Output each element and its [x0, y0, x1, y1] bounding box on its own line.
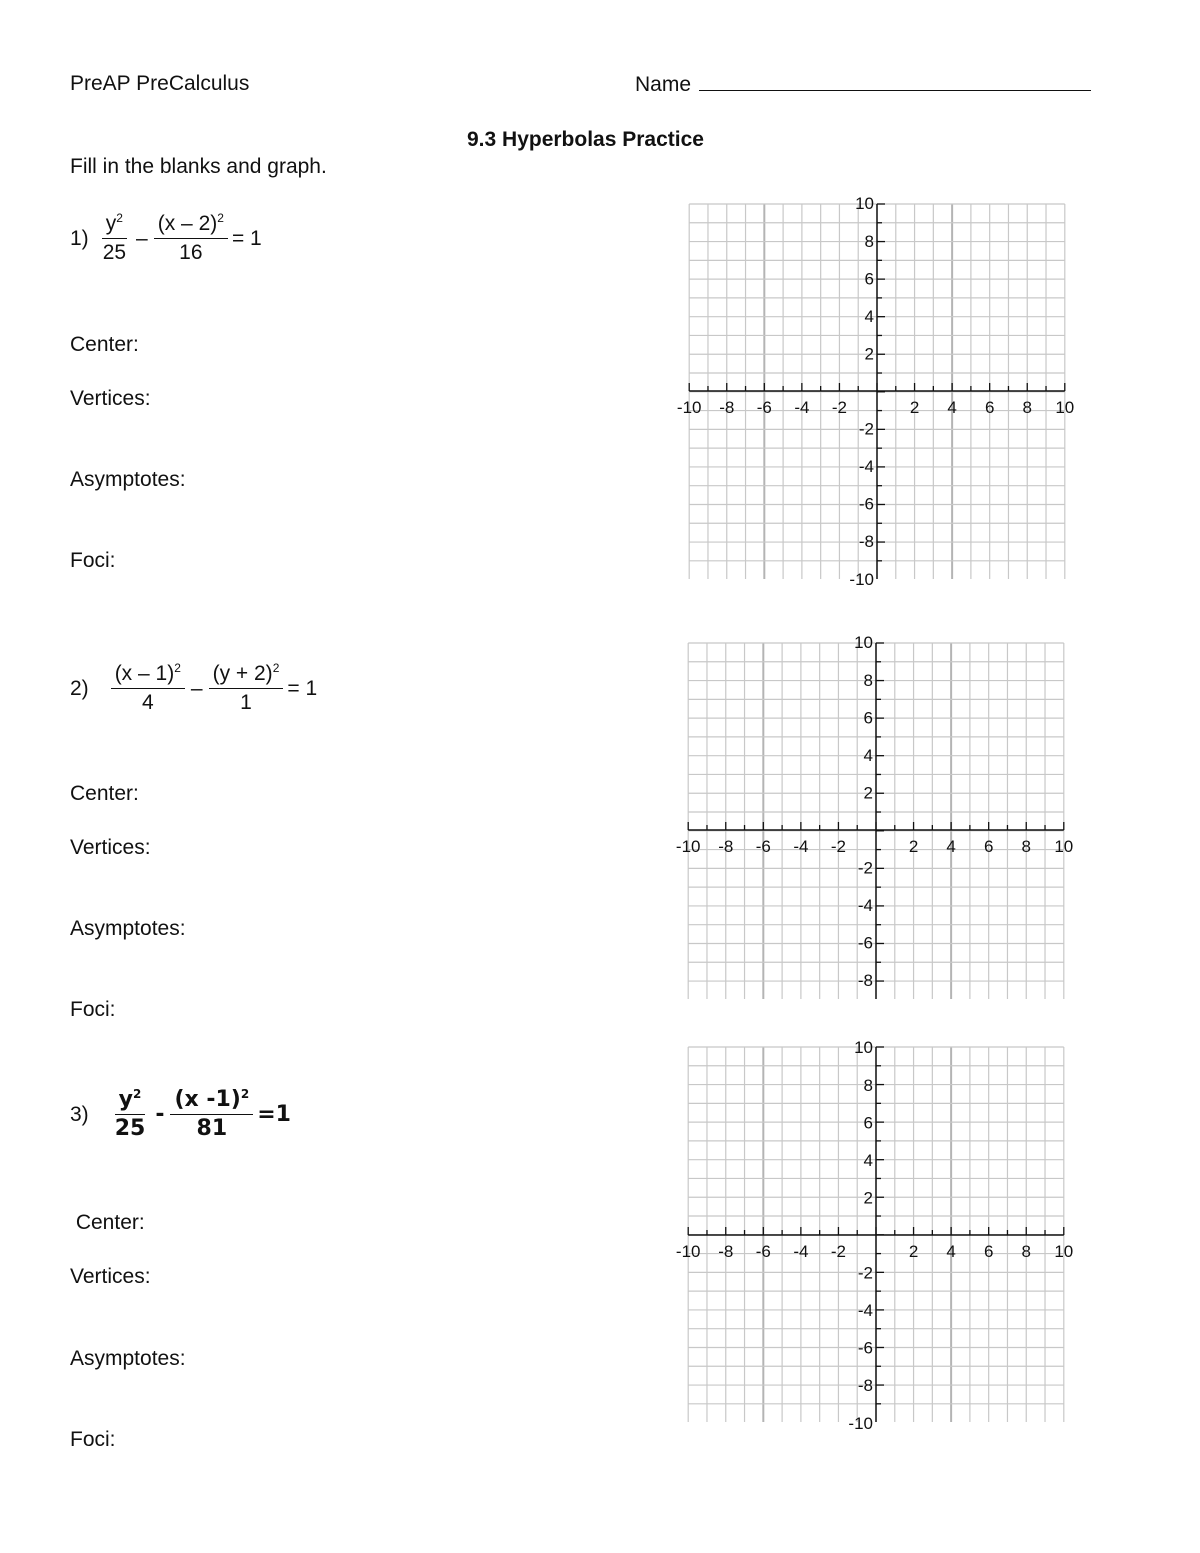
y-tick-label: 4	[863, 745, 873, 765]
x-tick-label: 10	[1054, 837, 1074, 856]
x-tick-label: 10	[1054, 1242, 1074, 1261]
y-tick-label: 8	[863, 1075, 873, 1095]
x-tick-label: -4	[793, 837, 809, 856]
y-tick-label: -10	[848, 1413, 873, 1433]
x-tick-label: -4	[794, 398, 810, 417]
y-tick-label: -8	[857, 971, 873, 991]
y-tick-label: -2	[858, 419, 874, 439]
equals-one: = 1	[287, 676, 318, 700]
instructions: Fill in the blanks and graph.	[70, 155, 327, 178]
vertices-label: Vertices:	[70, 836, 151, 859]
y-tick-label: 10	[854, 633, 873, 653]
foci-label: Foci:	[70, 1428, 116, 1451]
x-tick-label: -2	[831, 398, 848, 417]
x-tick-label: 6	[983, 837, 994, 856]
x-tick-label: -10	[675, 1242, 701, 1261]
asymptotes-label: Asymptotes:	[70, 1347, 186, 1370]
minus-sign: -	[155, 1102, 165, 1127]
x-tick-label: -8	[719, 398, 735, 417]
y-tick-label: 6	[864, 269, 874, 289]
y-tick-label: -8	[858, 532, 874, 552]
y-tick-label: 10	[854, 1038, 873, 1058]
y-tick-label: -2	[857, 858, 873, 878]
y-tick-label: -4	[858, 457, 874, 477]
equals-one: = 1	[231, 226, 262, 250]
x-tick-label: 6	[983, 1242, 994, 1261]
vertices-label: Vertices:	[70, 387, 151, 410]
x-tick-label: 8	[1022, 398, 1032, 417]
problem-number: 3)	[70, 1102, 89, 1126]
x-tick-label: -2	[830, 837, 847, 856]
fraction: $\frac{(x - 1)^2}{4}$	[111, 662, 185, 715]
x-tick-label: 8	[1021, 1242, 1031, 1261]
fraction: $\frac{(x - 2)^2}{16}$	[154, 212, 228, 265]
x-tick-label: -6	[756, 398, 772, 417]
problem-number: 2)	[70, 676, 89, 700]
minus-sign: –	[136, 226, 148, 250]
minus-sign: –	[190, 676, 203, 700]
x-tick-label: 4	[946, 1242, 956, 1261]
x-tick-label: -4	[793, 1242, 809, 1261]
center-label: Center:	[70, 333, 139, 356]
name-label: Name	[635, 73, 692, 96]
asymptotes-label: Asymptotes:	[70, 468, 186, 491]
x-tick-label: 6	[984, 398, 995, 417]
y-tick-label: 4	[864, 306, 874, 326]
x-tick-label: -6	[755, 837, 771, 856]
fraction: $\frac{(x -1)^2}{81}$	[170, 1088, 253, 1141]
y-tick-label: -2	[857, 1263, 873, 1283]
y-tick-label: 8	[863, 670, 873, 690]
y-tick-label: 2	[864, 344, 874, 364]
center-label: Center:	[70, 1211, 145, 1234]
asymptotes-label: Asymptotes:	[70, 917, 186, 940]
worksheet-title: 9.3 Hyperbolas Practice	[467, 128, 704, 151]
x-tick-label: -10	[675, 837, 701, 856]
equals-one: =1	[257, 1102, 291, 1127]
x-tick-label: -2	[830, 1242, 847, 1261]
x-tick-label: -6	[755, 1242, 771, 1261]
y-tick-label: -4	[857, 1301, 873, 1321]
x-tick-label: 2	[908, 837, 919, 856]
y-tick-label: 6	[863, 1113, 873, 1133]
x-tick-label: -8	[718, 1242, 734, 1261]
y-tick-label: 4	[863, 1150, 873, 1170]
x-tick-label: -8	[718, 837, 734, 856]
y-tick-label: -10	[849, 569, 874, 589]
y-tick-label: 6	[863, 708, 873, 728]
fraction: $\frac{y^2}{25}$	[114, 1087, 146, 1141]
problem-number: 1)	[70, 226, 89, 250]
x-tick-label: -10	[676, 398, 702, 417]
y-tick-label: -8	[857, 1376, 873, 1396]
x-tick-label: 4	[947, 398, 957, 417]
x-tick-label: 4	[946, 837, 956, 856]
foci-label: Foci:	[70, 998, 116, 1021]
center-label: Center:	[70, 782, 139, 805]
y-tick-label: -6	[857, 933, 873, 953]
y-tick-label: 10	[855, 194, 874, 214]
y-tick-label: -6	[857, 1338, 873, 1358]
x-tick-label: 2	[908, 1242, 919, 1261]
y-tick-label: 2	[863, 783, 873, 803]
fraction: $\frac{(y + 2)^2}{1}$	[209, 662, 284, 715]
y-tick-label: -4	[857, 896, 873, 916]
foci-label: Foci:	[70, 549, 116, 572]
y-tick-label: -6	[858, 494, 874, 514]
course-name: PreAP PreCalculus	[70, 72, 250, 95]
x-tick-label: 10	[1055, 398, 1075, 417]
fraction: $\frac{y^2}{25}$	[102, 211, 127, 264]
vertices-label: Vertices:	[70, 1265, 151, 1288]
x-tick-label: 8	[1021, 837, 1031, 856]
y-tick-label: 8	[864, 231, 874, 251]
x-tick-label: 2	[909, 398, 920, 417]
y-tick-label: 2	[863, 1188, 873, 1208]
